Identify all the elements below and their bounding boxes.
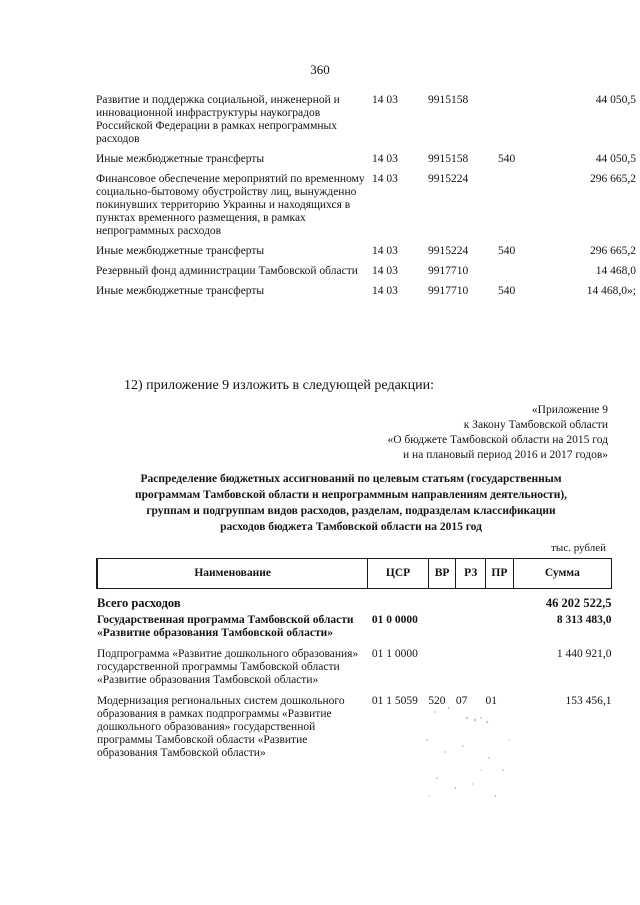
row-rz: 07: [455, 695, 468, 707]
row-vr: [498, 265, 530, 285]
section-title: [96, 471, 606, 535]
header-sum: Сумма: [513, 559, 611, 589]
page-number: 360: [310, 62, 330, 77]
row-sum: 296 665,2: [590, 173, 636, 185]
section-title-line: Распределение бюджетных ассигнований по целевым статьям (государственным: [140, 473, 562, 485]
table-row: [97, 614, 612, 648]
row-csr: 9915224: [428, 173, 469, 185]
row-sum: 8 313 483,0: [556, 614, 612, 626]
appendix-note-line: «О бюджете Тамбовской области на 2015 год: [387, 434, 608, 446]
row-vr: [498, 173, 530, 245]
header-rz: РЗ: [456, 559, 486, 589]
total-sum: 46 202 522,5: [545, 596, 612, 610]
row-rz-pr: 14 03: [372, 265, 398, 277]
table-row: [97, 695, 612, 768]
row-sum: 44 050,5: [595, 94, 636, 106]
row-rz: [456, 614, 486, 648]
section-title-line: расходов бюджета Тамбовской области на 2015 год: [220, 521, 482, 533]
row-csr: 9915224: [428, 245, 469, 257]
table-row: [96, 153, 636, 173]
amendment-instruction: 12) приложение 9 изложить в следующей редакции:: [124, 378, 434, 393]
table-row: [96, 285, 636, 305]
table-header-row: [97, 559, 612, 589]
row-vr: 540: [498, 285, 516, 297]
row-name: Модернизация региональных систем дошкольного образования в рамках подпрограммы «Развитие дошкольного образования» государственной программы Тамбовской области «Развитие образования Тамбовской области»: [97, 695, 345, 759]
row-sum: 44 050,5: [595, 153, 636, 165]
row-rz-pr: 14 03: [372, 173, 398, 185]
row-vr: [428, 648, 456, 695]
row-csr: 01 1 5059: [371, 695, 418, 707]
row-sum: 296 665,2: [590, 245, 636, 257]
header-name: Наименование: [97, 559, 368, 589]
row-rz: [456, 648, 486, 695]
row-sum: 14 468,0»;: [586, 285, 636, 297]
appendix-note: [387, 403, 608, 463]
row-vr: [498, 94, 530, 153]
row-sum: 153 456,1: [565, 695, 612, 707]
row-name: Государственная программа Тамбовской области «Развитие образования Тамбовской области»: [97, 614, 354, 639]
appendix-note-line: и на плановый период 2016 и 2017 годов»: [403, 449, 608, 461]
row-sum: 14 468,0: [595, 265, 636, 277]
row-csr: 01 0 0000: [371, 614, 418, 626]
row-sum: 1 440 921,0: [556, 648, 612, 660]
section-title-line: программам Тамбовской области и непрограммным направлениям деятельности),: [134, 489, 568, 501]
unit-label: тыс. рублей: [551, 542, 606, 554]
row-name: Иные межбюджетные трансферты: [96, 245, 265, 257]
appropriations-table-continued: [96, 94, 636, 305]
row-csr: 9915158: [428, 94, 469, 106]
row-rz-pr: 14 03: [372, 94, 398, 106]
table-row: [96, 265, 636, 285]
total-label: Всего расходов: [97, 596, 181, 610]
row-pr: [486, 648, 514, 695]
header-vr: ВР: [428, 559, 456, 589]
row-vr: 540: [498, 245, 516, 257]
row-rz-pr: 14 03: [372, 153, 398, 165]
row-vr: 520: [428, 695, 446, 707]
row-name: Иные межбюджетные трансферты: [96, 153, 265, 165]
row-csr: 9915158: [428, 153, 469, 165]
row-name: Развитие и поддержка социальной, инженерной и инновационной инфраструктуры наукоградов Российской Федерации в рамках непрограммных расходов: [96, 94, 340, 145]
row-vr: [428, 614, 456, 648]
row-rz-pr: 14 03: [372, 285, 398, 297]
row-pr: [486, 614, 514, 648]
table-row: [96, 94, 636, 153]
row-name: Резервный фонд администрации Тамбовской области: [96, 265, 358, 277]
header-csr: ЦСР: [368, 559, 428, 589]
section-title-line: группам и подгруппам видов расходов, разделам, подразделам классификации: [146, 505, 556, 517]
header-pr: ПР: [486, 559, 514, 589]
row-name: Иные межбюджетные трансферты: [96, 285, 265, 297]
table-row: [96, 245, 636, 265]
table-row: [96, 173, 636, 245]
row-name: Финансовое обеспечение мероприятий по временному социально-бытовому обустройству лиц, вынужденно покинувших территорию Украины и находящихся в пунктах временного размещения, в рамках непрограммных расходов: [96, 173, 365, 237]
row-rz-pr: 14 03: [372, 245, 398, 257]
row-name: Подпрограмма «Развитие дошкольного образования» государственной программы Тамбовской области «Развитие образования Тамбовской области»: [97, 648, 359, 686]
row-pr: 01: [485, 695, 498, 707]
appendix-note-line: «Приложение 9: [531, 404, 608, 416]
row-csr: 9917710: [428, 285, 469, 297]
table-row: [97, 648, 612, 695]
row-vr: 540: [498, 153, 516, 165]
row-csr: 01 1 0000: [371, 648, 418, 660]
total-row: [97, 589, 612, 615]
appendix-note-line: к Закону Тамбовской области: [463, 419, 608, 431]
budget-distribution-table: [96, 558, 612, 768]
row-csr: 9917710: [428, 265, 469, 277]
